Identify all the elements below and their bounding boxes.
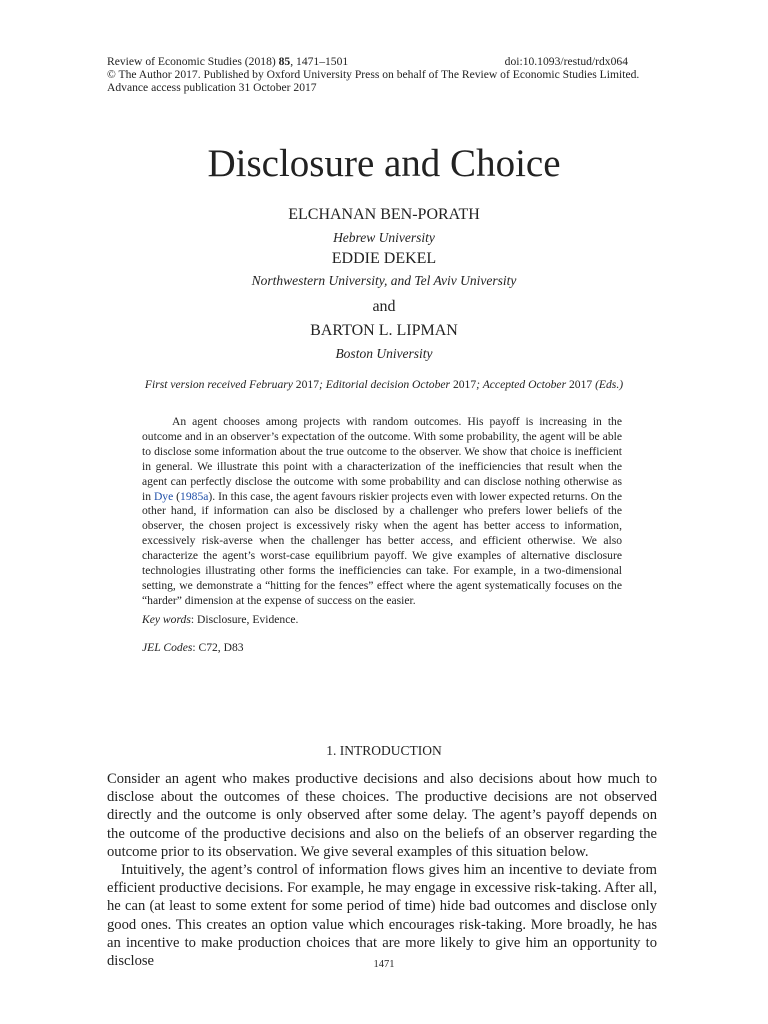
jel-label: JEL Codes — [142, 641, 193, 654]
journal-name: Review of Economic Studies (2018) — [107, 55, 279, 68]
received-year: 2017 — [292, 378, 319, 391]
keywords — [142, 613, 298, 626]
author-name: ELCHANAN BEN-PORATH — [288, 206, 480, 223]
received-label: First version received February — [144, 378, 293, 391]
abstract-text: In this case, the agent favours riskier projects even with lower expected returns. On the other hand, if information can also be disclosed by a challenger who prefers lower beliefs of the observer, the chosen project is excessively risky when the agent has better access to information, excessively risk-averse when the challenger has better access, and efficient otherwise. We also characterize the agent’s worst-case equilibrium payoff. We give examples of alternative disclosure technologies illustrating other forms the inefficiencies can take. For example, in a two-dimensional setting, we demonstrate a “hitting for the fences” effect where the agent systematically focuses on the “harder” dimension at the expense of success on the easier. — [142, 489, 622, 607]
jel-codes — [142, 641, 244, 654]
editorial-year: 2017 — [450, 378, 477, 391]
keywords-text: Disclosure, Evidence. — [196, 613, 299, 626]
body-paragraph: Intuitively, the agent’s control of information flows gives him an incentive to deviate from efficient productive decisions. For example, he may engage in excessive risk-taking. After all, he can (at least to some extent for some period of time) hide bad outcomes and disclose only good ones. This creates an option value which encourages risk-taking. More broadly, he has an incentive to make production choices that are more likely to give him an opportunity to disclose — [107, 862, 657, 970]
eds-label: (Eds.) — [595, 378, 624, 391]
abstract-paragraph — [142, 415, 622, 609]
author-affiliation: Hebrew University — [333, 230, 435, 245]
author-affiliation: Northwestern University, and Tel Aviv University — [251, 273, 517, 288]
jel-text: C72, D83 — [198, 641, 244, 654]
citation-paren: ( — [173, 489, 181, 503]
doi[interactable]: doi:10.1093/restud/rdx064 — [504, 55, 628, 68]
advance-access-line: Advance access publication 31 October 2017 — [107, 81, 317, 94]
received-dates — [0, 378, 768, 391]
citation-link-author[interactable]: Dye — [153, 489, 174, 503]
paper-title: Disclosure and Choice — [207, 142, 561, 185]
jel-separator: : — [192, 641, 199, 654]
section-heading: 1. INTRODUCTION — [326, 743, 442, 758]
journal-citation — [107, 55, 348, 68]
introduction-body — [107, 770, 657, 970]
body-paragraph: Consider an agent who makes productive decisions and also decisions about how much to disclose about the outcomes of these choices. The productive decisions are not observed directly and the outcome is only observed after some delay. The agent’s payoff depends on the outcome of the productive decisions and also on the beliefs of an observer regarding the outcome prior to its observation. We give several examples of this situation below. — [107, 771, 657, 860]
keywords-separator: : — [190, 613, 197, 626]
and-separator: and — [372, 298, 396, 315]
journal-pages: , 1471–1501 — [290, 55, 349, 68]
abstract — [142, 415, 622, 609]
accepted-label: ; Accepted October — [476, 378, 567, 391]
citation-paren: ). — [208, 489, 216, 503]
author-name: BARTON L. LIPMAN — [310, 322, 458, 339]
abstract-text: An agent chooses among projects with random outcomes. His payoff is increasing in the outcome and in an observer’s expectation of the outcome. With some probability, the agent will be able to disclose some information about the true outcome to the observer. We show that choice is inefficient in general. We illustrate this point with a characterization of the inefficiencies that result when the agent can perfectly disclose the outcome with some probability and can disclose nothing otherwise as in — [142, 415, 622, 503]
keywords-label: Key words — [142, 613, 191, 626]
citation-link-year[interactable]: 1985a — [180, 489, 209, 503]
accepted-year: 2017 — [566, 378, 596, 391]
editorial-label: ; Editorial decision October — [319, 378, 451, 391]
journal-volume: 85 — [278, 55, 291, 68]
author-name: EDDIE DEKEL — [331, 250, 437, 267]
page-number: 1471 — [373, 959, 395, 970]
author-affiliation: Boston University — [335, 346, 433, 361]
copyright-line: © The Author 2017. Published by Oxford University Press on behalf of The Review of Economic Studies Limited. — [107, 68, 640, 81]
